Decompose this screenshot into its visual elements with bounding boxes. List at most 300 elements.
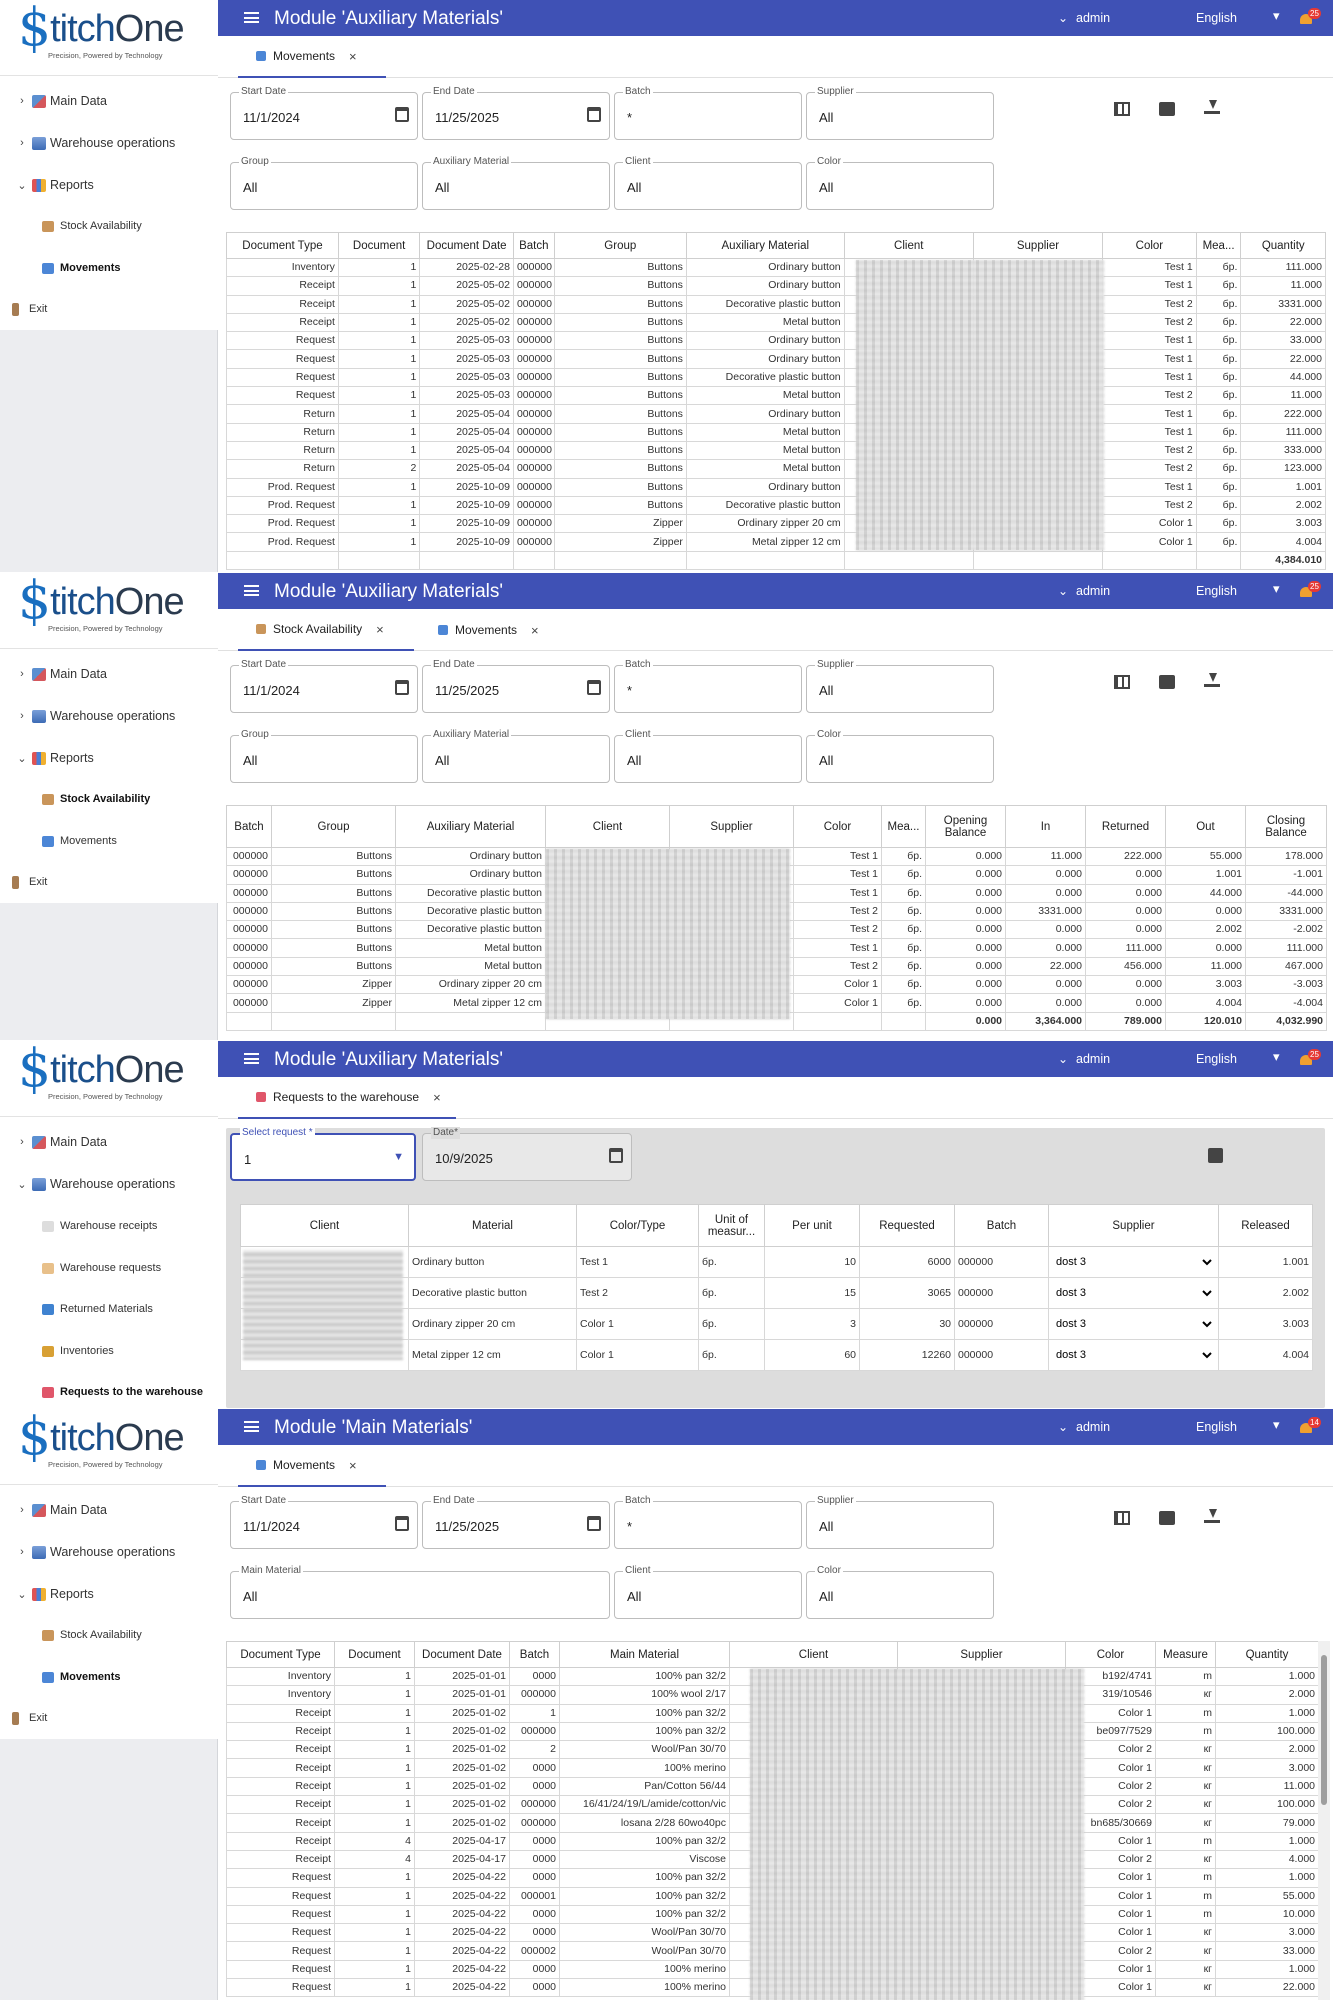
table-row[interactable] xyxy=(227,350,1326,368)
redacted-overlay xyxy=(750,1669,1084,2000)
supplier-field[interactable] xyxy=(806,1495,994,1549)
table-cell: 111.000 xyxy=(1241,423,1326,441)
top-bar xyxy=(218,573,1333,609)
table-cell: Color 1 xyxy=(577,1340,699,1371)
table-cell: 0.000 xyxy=(926,976,1006,994)
grid-icon[interactable] xyxy=(1114,1511,1130,1525)
field-value: All xyxy=(819,1589,834,1604)
chevron-down-icon: ⌄ xyxy=(17,1588,27,1601)
column-header[interactable]: Color xyxy=(1103,233,1197,259)
sidebar-item-warehouse-receipts[interactable] xyxy=(0,1211,218,1241)
table-cell: бр. xyxy=(699,1247,765,1278)
sidebar-item-main-data[interactable] xyxy=(0,1495,218,1525)
table-row[interactable] xyxy=(227,405,1326,423)
language-select[interactable]: English xyxy=(1196,1420,1237,1434)
table-row[interactable] xyxy=(227,460,1326,478)
table-row[interactable] xyxy=(227,423,1326,441)
warehouse-icon xyxy=(32,1546,46,1559)
table-cell: 2025-04-22 xyxy=(415,1887,510,1905)
table-cell: Test 1 xyxy=(794,866,882,884)
sidebar-item-movements[interactable] xyxy=(0,253,218,283)
sidebar xyxy=(0,1041,218,1408)
close-icon[interactable]: × xyxy=(349,48,357,64)
column-header[interactable]: Measure xyxy=(1156,1642,1216,1668)
sidebar-item-main-data[interactable] xyxy=(0,659,218,689)
movements-icon xyxy=(42,263,54,274)
column-header[interactable]: Client xyxy=(241,1205,409,1247)
field-label: Select request * xyxy=(242,1127,313,1138)
total-cell: 789.000 xyxy=(1086,1012,1166,1030)
sidebar-item-warehouse-operations[interactable] xyxy=(0,1169,218,1199)
color-field[interactable] xyxy=(806,729,994,783)
table-cell: m xyxy=(1156,1905,1216,1923)
scrollbar-thumb[interactable] xyxy=(1321,1655,1327,1805)
field-label: Client xyxy=(625,156,651,167)
sidebar-item-stock-availability[interactable] xyxy=(0,1620,218,1650)
table-cell: 100% merino xyxy=(560,1759,730,1777)
table-cell: 44.000 xyxy=(1241,368,1326,386)
group-field[interactable] xyxy=(230,729,418,783)
table-cell[interactable]: 3 xyxy=(765,1309,860,1340)
table-cell[interactable]: 4.004 xyxy=(1219,1340,1313,1371)
column-header[interactable]: Per unit xyxy=(765,1205,860,1247)
sidebar-item-label: Movements xyxy=(60,262,121,274)
chevron-down-icon[interactable]: ⌄ xyxy=(1058,11,1069,25)
panel-aux-stock xyxy=(0,573,1333,1040)
table-cell[interactable]: 30 xyxy=(860,1309,955,1340)
column-header[interactable]: Unit of measur... xyxy=(699,1205,765,1247)
table-cell: Prod. Request xyxy=(227,515,339,533)
table-cell: 2025-05-03 xyxy=(420,368,514,386)
supplier-select[interactable] xyxy=(1052,1253,1215,1271)
calendar-icon[interactable] xyxy=(395,107,409,122)
language-select[interactable]: English xyxy=(1196,1052,1237,1066)
sidebar-item-warehouse-operations[interactable] xyxy=(0,1537,218,1567)
table-cell[interactable]: 6000 xyxy=(860,1247,955,1278)
table-cell: бр. xyxy=(882,866,926,884)
table-cell: Color 1 xyxy=(794,994,882,1012)
table-row[interactable] xyxy=(227,441,1326,459)
sidebar-item-inventories[interactable] xyxy=(0,1336,218,1366)
column-header[interactable]: Out xyxy=(1166,806,1246,848)
tab-bar xyxy=(218,1077,1333,1119)
top-bar xyxy=(218,0,1333,36)
table-cell: 111.000 xyxy=(1086,939,1166,957)
table-row[interactable] xyxy=(227,332,1326,350)
table-cell: 123.000 xyxy=(1241,460,1326,478)
table-cell: Buttons xyxy=(554,496,686,514)
box-icon xyxy=(42,794,54,805)
total-cell xyxy=(513,551,554,569)
table-cell[interactable]: 000000 xyxy=(955,1247,1049,1278)
column-header[interactable]: Auxiliary Material xyxy=(686,233,844,259)
download-icon[interactable] xyxy=(1204,100,1220,114)
table-row[interactable] xyxy=(227,295,1326,313)
table-cell: Buttons xyxy=(554,478,686,496)
download-icon[interactable] xyxy=(1204,1509,1220,1523)
column-header[interactable]: Batch xyxy=(955,1205,1049,1247)
sidebar-item-returned-materials[interactable] xyxy=(0,1294,218,1324)
menu-icon[interactable] xyxy=(244,1053,259,1064)
sidebar-item-exit[interactable] xyxy=(0,1703,218,1733)
table-cell: bn685/30669 xyxy=(1066,1814,1156,1832)
column-header[interactable]: Batch xyxy=(227,806,272,848)
table-cell: Metal button xyxy=(686,441,844,459)
table-cell: Metal button xyxy=(686,423,844,441)
top-bar xyxy=(218,1409,1333,1445)
table-cell: 11.000 xyxy=(1166,957,1246,975)
table-cell: 2.002 xyxy=(1166,921,1246,939)
column-header[interactable]: Quantity xyxy=(1241,233,1326,259)
table-cell: 1 xyxy=(335,1924,415,1942)
table-row[interactable] xyxy=(227,368,1326,386)
language-dropdown-icon[interactable]: ▾ xyxy=(1273,581,1280,596)
download-icon[interactable] xyxy=(1204,673,1220,687)
column-header[interactable]: Batch xyxy=(513,233,554,259)
column-header[interactable]: Released xyxy=(1219,1205,1313,1247)
field-value: All xyxy=(627,1589,642,1604)
table-cell: Test 1 xyxy=(794,884,882,902)
user-menu[interactable]: admin xyxy=(1076,584,1111,598)
table-cell[interactable] xyxy=(1049,1309,1219,1340)
table-cell: 100.000 xyxy=(1216,1796,1319,1814)
column-header[interactable]: Color xyxy=(1066,1642,1156,1668)
auxiliary-material-field[interactable] xyxy=(422,729,610,783)
column-header[interactable]: Supplier xyxy=(670,806,794,848)
table-cell: Metal zipper 12 cm xyxy=(396,994,546,1012)
table-cell: 1.000 xyxy=(1216,1869,1319,1887)
chevron-down-icon[interactable]: ⌄ xyxy=(1058,1420,1069,1434)
select-request-dropdown[interactable] xyxy=(230,1127,416,1181)
table-cell: бр. xyxy=(1196,387,1241,405)
chevron-down-icon[interactable]: ⌄ xyxy=(1058,584,1069,598)
table-cell: Test 1 xyxy=(1103,259,1197,277)
tab-movements[interactable] xyxy=(238,36,386,78)
table-row[interactable] xyxy=(227,478,1326,496)
table-cell: 2025-05-02 xyxy=(420,277,514,295)
table-row[interactable] xyxy=(227,277,1326,295)
table-cell: Prod. Request xyxy=(227,533,339,551)
calendar-icon[interactable] xyxy=(395,1516,409,1531)
print-icon[interactable] xyxy=(1159,1511,1175,1525)
column-header[interactable]: Color/Type xyxy=(577,1205,699,1247)
table-cell: 1 xyxy=(338,332,419,350)
table-cell: Metal button xyxy=(686,460,844,478)
menu-icon[interactable] xyxy=(244,585,259,596)
supplier-field[interactable] xyxy=(806,659,994,713)
sidebar-item-main-data[interactable] xyxy=(0,1127,218,1157)
calendar-icon[interactable] xyxy=(587,1516,601,1531)
table-cell: 1 xyxy=(335,1942,415,1960)
request-date-field[interactable] xyxy=(422,1127,632,1181)
table-cell: Receipt xyxy=(227,1759,335,1777)
page-title: Module 'Auxiliary Materials' xyxy=(274,8,504,29)
supplier-field[interactable] xyxy=(806,86,994,140)
chevron-down-icon[interactable]: ⌄ xyxy=(1058,1052,1069,1066)
table-row[interactable] xyxy=(227,387,1326,405)
menu-icon[interactable] xyxy=(244,12,259,23)
table-cell[interactable]: 12260 xyxy=(860,1340,955,1371)
table-cell: 2025-01-02 xyxy=(415,1741,510,1759)
exit-icon xyxy=(12,1712,19,1725)
redacted-client xyxy=(243,1250,403,1360)
table-row[interactable] xyxy=(227,515,1326,533)
column-header[interactable]: Main Material xyxy=(560,1642,730,1668)
tab-stock-availability[interactable] xyxy=(238,609,414,651)
supplier-select[interactable] xyxy=(1052,1346,1215,1364)
table-cell: Ordinary button xyxy=(686,478,844,496)
column-header[interactable]: Client xyxy=(844,233,973,259)
table-cell: 1 xyxy=(338,350,419,368)
redacted-overlay xyxy=(856,260,1104,550)
column-header[interactable]: Returned xyxy=(1086,806,1166,848)
table-cell: Receipt xyxy=(227,1722,335,1740)
table-cell: 0.000 xyxy=(926,921,1006,939)
table-cell: 1 xyxy=(335,1741,415,1759)
table-cell: 0.000 xyxy=(926,866,1006,884)
sidebar-item-main-data[interactable] xyxy=(0,86,218,116)
table-cell[interactable] xyxy=(1049,1278,1219,1309)
table-cell: 0.000 xyxy=(1166,902,1246,920)
sidebar-item-exit[interactable] xyxy=(0,867,218,897)
reports-icon xyxy=(32,179,46,192)
save-icon[interactable] xyxy=(1208,1148,1223,1163)
print-icon[interactable] xyxy=(1159,675,1175,689)
color-field[interactable] xyxy=(806,156,994,210)
end-date-field[interactable] xyxy=(422,1495,610,1549)
column-header[interactable]: Closing Balance xyxy=(1246,806,1327,848)
language-dropdown-icon[interactable]: ▾ xyxy=(1273,1417,1280,1432)
auxiliary-material-field[interactable] xyxy=(422,156,610,210)
table-cell: 000000 xyxy=(513,441,554,459)
table-cell[interactable]: 15 xyxy=(765,1278,860,1309)
sidebar-item-reports[interactable] xyxy=(0,170,218,200)
table-cell[interactable]: 1.001 xyxy=(1219,1247,1313,1278)
group-field[interactable] xyxy=(230,156,418,210)
column-header[interactable]: Document Date xyxy=(415,1642,510,1668)
sidebar-item-requests-to-warehouse[interactable] xyxy=(0,1377,218,1407)
table-cell: бр. xyxy=(1196,423,1241,441)
calendar-icon[interactable] xyxy=(395,680,409,695)
batch-field[interactable] xyxy=(614,1495,802,1549)
print-icon[interactable] xyxy=(1159,102,1175,116)
color-field[interactable] xyxy=(806,1565,994,1619)
sidebar-item-label: Reports xyxy=(50,178,94,192)
language-dropdown-icon[interactable]: ▾ xyxy=(1273,8,1280,23)
column-header[interactable]: Document xyxy=(338,233,419,259)
column-header[interactable]: In xyxy=(1006,806,1086,848)
field-value: All xyxy=(819,683,834,698)
column-header[interactable]: Client xyxy=(730,1642,898,1668)
tab-movements[interactable] xyxy=(420,609,570,651)
column-header[interactable]: Mea... xyxy=(1196,233,1241,259)
table-cell: 0.000 xyxy=(1166,939,1246,957)
column-header[interactable]: Supplier xyxy=(1049,1205,1219,1247)
table-cell: 1.000 xyxy=(1216,1832,1319,1850)
table-cell: бр. xyxy=(882,976,926,994)
menu-icon[interactable] xyxy=(244,1421,259,1432)
language-select[interactable]: English xyxy=(1196,584,1237,598)
table-cell: Test 2 xyxy=(794,921,882,939)
column-header[interactable]: Group xyxy=(272,806,396,848)
table-cell[interactable]: 60 xyxy=(765,1340,860,1371)
table-cell: Color 1 xyxy=(1066,1887,1156,1905)
user-menu[interactable]: admin xyxy=(1076,1052,1111,1066)
table-cell: 0.000 xyxy=(1086,976,1166,994)
column-header[interactable]: Document Type xyxy=(227,233,339,259)
table-row[interactable] xyxy=(227,533,1326,551)
table-cell: 2025-04-17 xyxy=(415,1832,510,1850)
field-label: Batch xyxy=(625,86,651,97)
sidebar xyxy=(0,1409,218,2000)
total-cell xyxy=(554,551,686,569)
column-header[interactable]: Color xyxy=(794,806,882,848)
column-header[interactable]: Opening Balance xyxy=(926,806,1006,848)
sidebar-item-stock-availability[interactable] xyxy=(0,211,218,241)
column-header[interactable]: Quantity xyxy=(1216,1642,1319,1668)
sidebar-item-reports[interactable] xyxy=(0,743,218,773)
table-cell[interactable]: 10 xyxy=(765,1247,860,1278)
movements-icon xyxy=(42,1672,54,1683)
column-header[interactable]: Document xyxy=(335,1642,415,1668)
field-label: Client xyxy=(625,1565,651,1576)
table-cell: -4.004 xyxy=(1246,994,1327,1012)
table-cell: бр. xyxy=(882,957,926,975)
table-row[interactable] xyxy=(227,496,1326,514)
table-cell: 333.000 xyxy=(1241,441,1326,459)
table-row[interactable] xyxy=(227,313,1326,331)
main-material-field[interactable] xyxy=(230,1565,610,1619)
table-cell[interactable] xyxy=(1049,1340,1219,1371)
close-icon[interactable]: × xyxy=(531,622,539,638)
logo-text: $titchOne xyxy=(18,1041,184,1099)
table-cell: 000000 xyxy=(513,277,554,295)
client-field[interactable] xyxy=(614,729,802,783)
table-cell: 000000 xyxy=(227,902,272,920)
table-cell: Ordinary zipper 20 cm xyxy=(396,976,546,994)
grid-icon[interactable] xyxy=(1114,102,1130,116)
table-cell: кг xyxy=(1156,1979,1216,1997)
table-cell: 79.000 xyxy=(1216,1814,1319,1832)
tab-movements[interactable] xyxy=(238,1445,386,1487)
sidebar-item-reports[interactable] xyxy=(0,1579,218,1609)
column-header[interactable]: Client xyxy=(546,806,670,848)
table-cell: кг xyxy=(1156,1814,1216,1832)
sidebar-item-warehouse-requests[interactable] xyxy=(0,1253,218,1283)
start-date-field[interactable] xyxy=(230,1495,418,1549)
chevron-right-icon: › xyxy=(20,1546,24,1558)
table-cell: Test 2 xyxy=(794,902,882,920)
sidebar-item-warehouse-operations[interactable] xyxy=(0,128,218,158)
column-header[interactable]: Requested xyxy=(860,1205,955,1247)
supplier-select[interactable] xyxy=(1052,1284,1215,1302)
tab-bar xyxy=(218,36,1333,78)
calendar-icon[interactable] xyxy=(587,107,601,122)
column-header[interactable]: Document Type xyxy=(227,1642,335,1668)
chevron-right-icon: › xyxy=(20,1136,24,1148)
client-field[interactable] xyxy=(614,1565,802,1619)
table-cell[interactable]: 2.002 xyxy=(1219,1278,1313,1309)
table-cell: Request xyxy=(227,1924,335,1942)
table-cell: бр. xyxy=(1196,332,1241,350)
column-header[interactable]: Document Date xyxy=(420,233,514,259)
grid-icon[interactable] xyxy=(1114,675,1130,689)
table-cell: Test 1 xyxy=(794,939,882,957)
column-header[interactable]: Batch xyxy=(510,1642,560,1668)
table-cell: Color 1 xyxy=(577,1309,699,1340)
table-scrollbar[interactable] xyxy=(1318,1641,1330,2000)
start-date-field[interactable] xyxy=(230,659,418,713)
table-cell[interactable] xyxy=(1049,1247,1219,1278)
app-logo xyxy=(0,1041,218,1117)
table-cell: 1 xyxy=(338,478,419,496)
table-cell[interactable]: 000000 xyxy=(955,1340,1049,1371)
sidebar-item-movements[interactable] xyxy=(0,826,218,856)
table-cell: 000000 xyxy=(227,848,272,866)
total-cell xyxy=(794,1012,882,1030)
batch-field[interactable] xyxy=(614,659,802,713)
language-dropdown-icon[interactable]: ▾ xyxy=(1273,1049,1280,1064)
table-cell[interactable]: 3065 xyxy=(860,1278,955,1309)
table-cell[interactable]: 000000 xyxy=(955,1309,1049,1340)
table-cell[interactable]: 000000 xyxy=(955,1278,1049,1309)
sidebar-item-stock-availability[interactable] xyxy=(0,784,218,814)
column-header[interactable]: Supplier xyxy=(898,1642,1066,1668)
calendar-icon[interactable] xyxy=(587,680,601,695)
language-select[interactable]: English xyxy=(1196,11,1237,25)
column-header[interactable]: Group xyxy=(554,233,686,259)
supplier-select[interactable] xyxy=(1052,1315,1215,1333)
table-cell: 1 xyxy=(338,533,419,551)
sidebar-item-exit[interactable] xyxy=(0,294,218,324)
field-label: Color xyxy=(817,729,841,740)
table-row[interactable] xyxy=(227,259,1326,277)
table-cell: 55.000 xyxy=(1216,1887,1319,1905)
table-cell: 2025-05-03 xyxy=(420,350,514,368)
start-date-field[interactable] xyxy=(230,86,418,140)
end-date-field[interactable] xyxy=(422,659,610,713)
close-icon[interactable]: × xyxy=(433,1089,441,1105)
close-icon[interactable]: × xyxy=(349,1457,357,1473)
user-menu[interactable]: admin xyxy=(1076,11,1111,25)
table-cell: 4 xyxy=(335,1850,415,1868)
column-header[interactable]: Supplier xyxy=(973,233,1102,259)
table-cell[interactable]: 3.003 xyxy=(1219,1309,1313,1340)
table-cell: Test 2 xyxy=(1103,496,1197,514)
field-label: Batch xyxy=(625,659,651,670)
table-cell: 000000 xyxy=(513,515,554,533)
table-cell: 0.000 xyxy=(926,957,1006,975)
close-icon[interactable]: × xyxy=(376,621,384,637)
field-label: Color xyxy=(817,156,841,167)
end-date-field[interactable] xyxy=(422,86,610,140)
table-cell: 3.003 xyxy=(1241,515,1326,533)
client-field[interactable] xyxy=(614,156,802,210)
user-menu[interactable]: admin xyxy=(1076,1420,1111,1434)
tab-requests-to-warehouse[interactable] xyxy=(238,1077,456,1119)
table-cell: Test 1 xyxy=(1103,423,1197,441)
column-header[interactable]: Material xyxy=(409,1205,577,1247)
sidebar-item-warehouse-operations[interactable] xyxy=(0,701,218,731)
table-cell: Test 2 xyxy=(1103,441,1197,459)
column-header[interactable]: Auxiliary Material xyxy=(396,806,546,848)
sidebar-item-movements[interactable] xyxy=(0,1662,218,1692)
calendar-icon[interactable] xyxy=(609,1148,623,1163)
database-icon xyxy=(32,1136,46,1149)
field-value: All xyxy=(819,180,834,195)
column-header[interactable]: Mea... xyxy=(882,806,926,848)
batch-field[interactable] xyxy=(614,86,802,140)
